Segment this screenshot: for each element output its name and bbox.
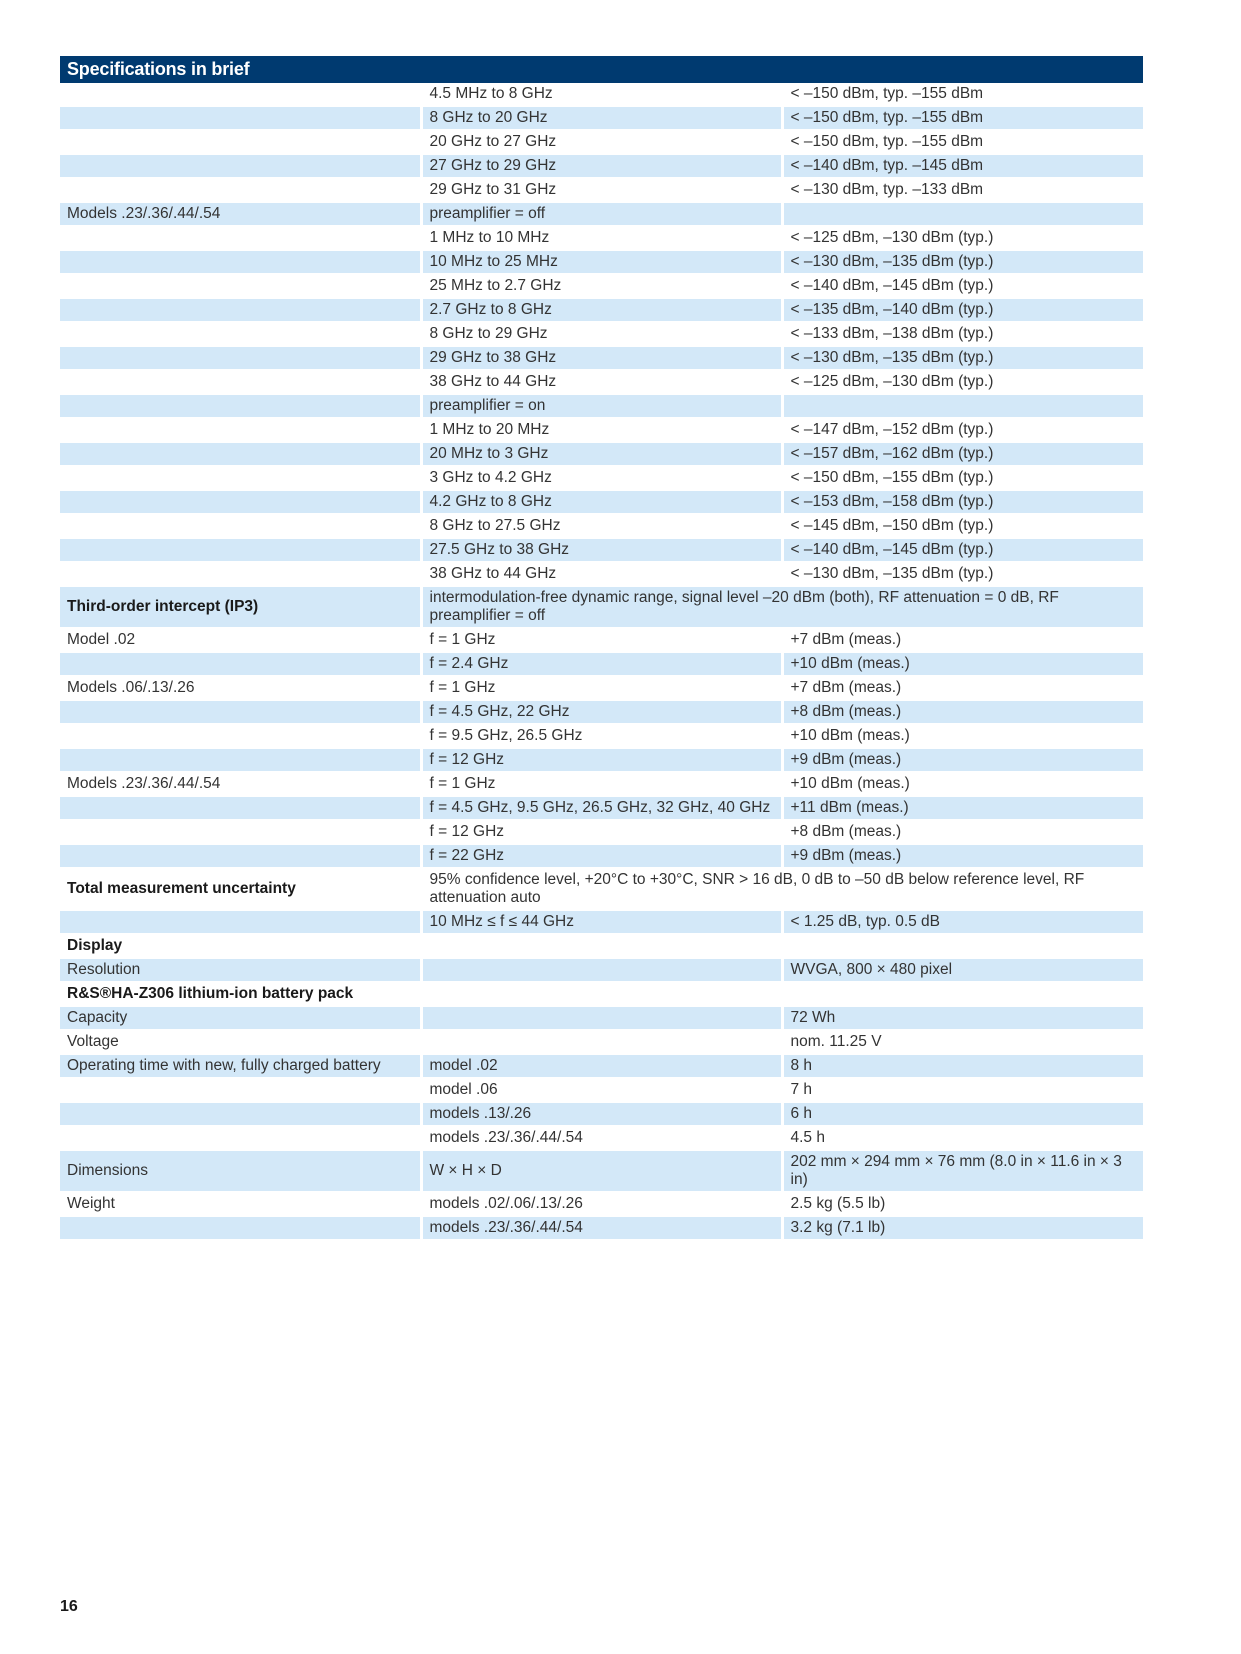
value-cell: 4.5 h xyxy=(782,1126,1143,1150)
parameter-cell xyxy=(60,700,421,724)
condition-cell xyxy=(421,982,782,1006)
condition-cell: 27 GHz to 29 GHz xyxy=(421,154,782,178)
condition-cell: models .23/.36/.44/.54 xyxy=(421,1216,782,1240)
value-cell: < 1.25 dB, typ. 0.5 dB xyxy=(782,910,1143,934)
table-row xyxy=(60,1030,1143,1054)
parameter-cell xyxy=(60,250,421,274)
value-cell: < –125 dBm, –130 dBm (typ.) xyxy=(782,226,1143,250)
condition-cell: 4.2 GHz to 8 GHz xyxy=(421,490,782,514)
value-cell: +10 dBm (meas.) xyxy=(782,652,1143,676)
table-row xyxy=(60,322,1143,346)
condition-cell: models .23/.36/.44/.54 xyxy=(421,1126,782,1150)
condition-cell: f = 4.5 GHz, 22 GHz xyxy=(421,700,782,724)
table-row xyxy=(60,418,1143,442)
value-cell: +11 dBm (meas.) xyxy=(782,796,1143,820)
table-row xyxy=(60,106,1143,130)
condition-cell: 95% confidence level, +20°C to +30°C, SNR > 16 dB, 0 dB to –50 dB below reference level, RF attenuation auto xyxy=(421,868,1143,910)
table-row xyxy=(60,178,1143,202)
parameter-cell xyxy=(60,322,421,346)
condition-cell: f = 2.4 GHz xyxy=(421,652,782,676)
table-row xyxy=(60,1102,1143,1126)
table-row xyxy=(60,700,1143,724)
condition-cell: 20 MHz to 3 GHz xyxy=(421,442,782,466)
condition-cell xyxy=(421,958,782,982)
table-row xyxy=(60,83,1143,106)
condition-cell: f = 1 GHz xyxy=(421,772,782,796)
condition-cell: f = 12 GHz xyxy=(421,748,782,772)
parameter-cell xyxy=(60,442,421,466)
table-row xyxy=(60,868,1143,910)
value-cell xyxy=(782,982,1143,1006)
parameter-cell xyxy=(60,274,421,298)
parameter-cell: Models .23/.36/.44/.54 xyxy=(67,775,221,792)
condition-cell: 8 GHz to 29 GHz xyxy=(421,322,782,346)
section-header: Specifications in brief xyxy=(60,56,1143,83)
value-cell: < –130 dBm, –135 dBm (typ.) xyxy=(782,250,1143,274)
condition-cell: f = 1 GHz xyxy=(421,628,782,652)
table-row xyxy=(60,298,1143,322)
condition-cell: f = 22 GHz xyxy=(421,844,782,868)
parameter-cell xyxy=(60,466,421,490)
parameter-cell: R&S®HA-Z306 lithium-ion battery pack xyxy=(67,985,354,1002)
condition-cell: 20 GHz to 27 GHz xyxy=(421,130,782,154)
parameter-cell xyxy=(60,820,421,844)
condition-cell: 25 MHz to 2.7 GHz xyxy=(421,274,782,298)
condition-cell: 1 MHz to 10 MHz xyxy=(421,226,782,250)
parameter-cell xyxy=(60,1216,421,1240)
value-cell: 2.5 kg (5.5 lb) xyxy=(782,1192,1143,1216)
condition-cell: 29 GHz to 31 GHz xyxy=(421,178,782,202)
table-row xyxy=(60,1150,1143,1192)
parameter-cell: Resolution xyxy=(60,958,421,982)
condition-cell: f = 12 GHz xyxy=(421,820,782,844)
parameter-cell xyxy=(60,394,421,418)
table-row xyxy=(60,820,1143,844)
parameter-cell xyxy=(60,724,421,748)
parameter-cell xyxy=(60,910,421,934)
condition-cell: 8 GHz to 27.5 GHz xyxy=(421,514,782,538)
table-row xyxy=(60,394,1143,418)
value-cell: < –157 dBm, –162 dBm (typ.) xyxy=(782,442,1143,466)
condition-cell: 27.5 GHz to 38 GHz xyxy=(421,538,782,562)
value-cell: < –140 dBm, –145 dBm (typ.) xyxy=(782,274,1143,298)
parameter-cell xyxy=(60,178,421,202)
condition-cell: 38 GHz to 44 GHz xyxy=(421,562,782,586)
table-row xyxy=(60,910,1143,934)
condition-cell: W × H × D xyxy=(421,1150,782,1192)
value-cell: < –145 dBm, –150 dBm (typ.) xyxy=(782,514,1143,538)
table-row xyxy=(60,370,1143,394)
value-cell: nom. 11.25 V xyxy=(782,1030,1143,1054)
table-row xyxy=(60,346,1143,370)
table-row xyxy=(60,1126,1143,1150)
table-row xyxy=(60,772,1143,796)
table-row xyxy=(60,1192,1143,1216)
table-row xyxy=(60,250,1143,274)
value-cell xyxy=(782,202,1143,226)
condition-cell xyxy=(421,934,782,958)
parameter-cell xyxy=(60,1126,421,1150)
value-cell: +9 dBm (meas.) xyxy=(782,748,1143,772)
value-cell: +8 dBm (meas.) xyxy=(782,700,1143,724)
parameter-cell: Model .02 xyxy=(67,631,136,648)
parameter-cell xyxy=(60,83,421,106)
value-cell: < –133 dBm, –138 dBm (typ.) xyxy=(782,322,1143,346)
condition-cell: model .02 xyxy=(421,1054,782,1078)
table-row xyxy=(60,676,1143,700)
value-cell: < –130 dBm, –135 dBm (typ.) xyxy=(782,346,1143,370)
value-cell: < –130 dBm, –135 dBm (typ.) xyxy=(782,562,1143,586)
value-cell: +10 dBm (meas.) xyxy=(782,724,1143,748)
parameter-cell xyxy=(60,298,421,322)
parameter-cell: Dimensions xyxy=(60,1150,421,1192)
value-cell xyxy=(782,934,1143,958)
page-number: 16 xyxy=(60,1598,78,1615)
parameter-cell: Total measurement uncertainty xyxy=(67,880,296,897)
condition-cell: f = 9.5 GHz, 26.5 GHz xyxy=(421,724,782,748)
value-cell: < –150 dBm, typ. –155 dBm xyxy=(782,83,1143,106)
parameter-cell xyxy=(60,562,421,586)
parameter-cell xyxy=(60,538,421,562)
value-cell: < –135 dBm, –140 dBm (typ.) xyxy=(782,298,1143,322)
table-row xyxy=(60,796,1143,820)
table-row xyxy=(60,1078,1143,1102)
parameter-cell: Models .23/.36/.44/.54 xyxy=(60,202,421,226)
condition-cell: intermodulation-free dynamic range, signal level –20 dBm (both), RF attenuation = 0 dB, RF preamplifier = off xyxy=(421,586,1143,628)
parameter-cell: Display xyxy=(67,937,123,954)
condition-cell: preamplifier = off xyxy=(421,202,782,226)
table-row xyxy=(60,724,1143,748)
value-cell: < –140 dBm, typ. –145 dBm xyxy=(782,154,1143,178)
condition-cell: models .02/.06/.13/.26 xyxy=(421,1192,782,1216)
table-row xyxy=(60,586,1143,628)
parameter-cell xyxy=(60,748,421,772)
parameter-cell xyxy=(60,1102,421,1126)
condition-cell: preamplifier = on xyxy=(421,394,782,418)
condition-cell: 29 GHz to 38 GHz xyxy=(421,346,782,370)
condition-cell xyxy=(421,1030,782,1054)
condition-cell: f = 4.5 GHz, 9.5 GHz, 26.5 GHz, 32 GHz, 40 GHz xyxy=(421,796,782,820)
parameter-cell xyxy=(60,130,421,154)
parameter-cell: Third-order intercept (IP3) xyxy=(60,586,421,628)
table-row xyxy=(60,1216,1143,1240)
table-row xyxy=(60,562,1143,586)
condition-cell: f = 1 GHz xyxy=(421,676,782,700)
table-row xyxy=(60,628,1143,652)
parameter-cell: Capacity xyxy=(60,1006,421,1030)
condition-cell: 8 GHz to 20 GHz xyxy=(421,106,782,130)
value-cell: +8 dBm (meas.) xyxy=(782,820,1143,844)
table-row xyxy=(60,1054,1143,1078)
value-cell xyxy=(782,394,1143,418)
value-cell: < –130 dBm, typ. –133 dBm xyxy=(782,178,1143,202)
value-cell: 3.2 kg (7.1 lb) xyxy=(782,1216,1143,1240)
parameter-cell xyxy=(60,796,421,820)
table-row xyxy=(60,226,1143,250)
parameter-cell xyxy=(60,226,421,250)
value-cell: 8 h xyxy=(782,1054,1143,1078)
table-row xyxy=(60,274,1143,298)
table-row xyxy=(60,442,1143,466)
value-cell: < –140 dBm, –145 dBm (typ.) xyxy=(782,538,1143,562)
parameter-cell: Voltage xyxy=(67,1033,119,1050)
parameter-cell: Weight xyxy=(67,1195,115,1212)
parameter-cell: Models .06/.13/.26 xyxy=(67,679,195,696)
parameter-cell xyxy=(60,106,421,130)
condition-cell: 1 MHz to 20 MHz xyxy=(421,418,782,442)
table-row xyxy=(60,652,1143,676)
table-row xyxy=(60,514,1143,538)
condition-cell xyxy=(421,1006,782,1030)
parameter-cell xyxy=(60,652,421,676)
value-cell: < –153 dBm, –158 dBm (typ.) xyxy=(782,490,1143,514)
value-cell: +7 dBm (meas.) xyxy=(782,628,1143,652)
table-row xyxy=(60,958,1143,982)
condition-cell: models .13/.26 xyxy=(421,1102,782,1126)
value-cell: < –150 dBm, –155 dBm (typ.) xyxy=(782,466,1143,490)
value-cell: +10 dBm (meas.) xyxy=(782,772,1143,796)
parameter-cell xyxy=(60,514,421,538)
parameter-cell: Operating time with new, fully charged battery xyxy=(60,1054,421,1078)
parameter-cell xyxy=(60,418,421,442)
value-cell: 72 Wh xyxy=(782,1006,1143,1030)
table-row xyxy=(60,154,1143,178)
condition-cell: 10 MHz to 25 MHz xyxy=(421,250,782,274)
table-row xyxy=(60,130,1143,154)
parameter-cell xyxy=(60,844,421,868)
value-cell: < –125 dBm, –130 dBm (typ.) xyxy=(782,370,1143,394)
table-row xyxy=(60,490,1143,514)
table-row xyxy=(60,1006,1143,1030)
condition-cell: 4.5 MHz to 8 GHz xyxy=(421,83,782,106)
condition-cell: 3 GHz to 4.2 GHz xyxy=(421,466,782,490)
value-cell: < –147 dBm, –152 dBm (typ.) xyxy=(782,418,1143,442)
table-row xyxy=(60,202,1143,226)
table-row xyxy=(60,844,1143,868)
specifications-table xyxy=(60,83,1143,1241)
condition-cell: 38 GHz to 44 GHz xyxy=(421,370,782,394)
condition-cell: model .06 xyxy=(421,1078,782,1102)
table-row xyxy=(60,538,1143,562)
value-cell: < –150 dBm, typ. –155 dBm xyxy=(782,130,1143,154)
condition-cell: 10 MHz ≤ f ≤ 44 GHz xyxy=(421,910,782,934)
table-row xyxy=(60,748,1143,772)
value-cell: 202 mm × 294 mm × 76 mm (8.0 in × 11.6 in × 3 in) xyxy=(782,1150,1143,1192)
value-cell: 7 h xyxy=(782,1078,1143,1102)
parameter-cell xyxy=(60,370,421,394)
value-cell: +7 dBm (meas.) xyxy=(782,676,1143,700)
value-cell: WVGA, 800 × 480 pixel xyxy=(782,958,1143,982)
table-row xyxy=(60,466,1143,490)
value-cell: +9 dBm (meas.) xyxy=(782,844,1143,868)
table-row xyxy=(60,934,1143,958)
value-cell: 6 h xyxy=(782,1102,1143,1126)
parameter-cell xyxy=(60,490,421,514)
value-cell: < –150 dBm, typ. –155 dBm xyxy=(782,106,1143,130)
parameter-cell xyxy=(60,1078,421,1102)
table-row xyxy=(60,982,1143,1006)
condition-cell: 2.7 GHz to 8 GHz xyxy=(421,298,782,322)
parameter-cell xyxy=(60,154,421,178)
parameter-cell xyxy=(60,346,421,370)
